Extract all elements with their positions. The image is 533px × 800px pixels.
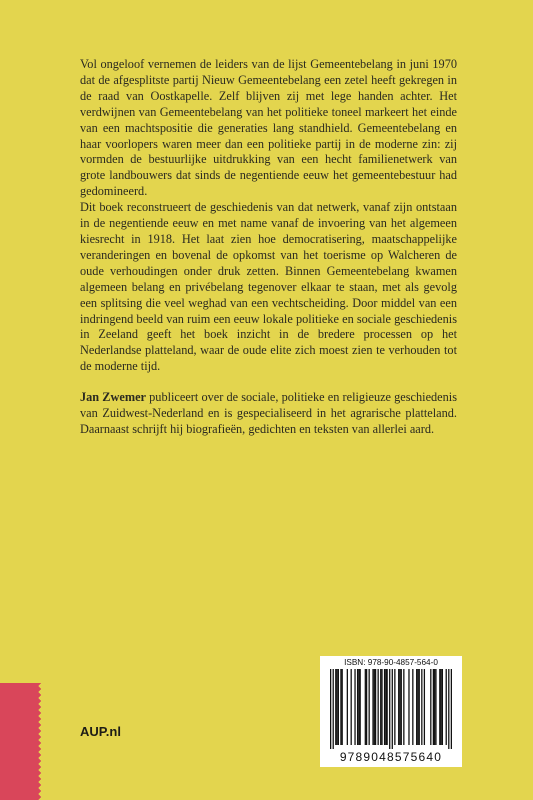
barcode-bar [389,669,390,749]
barcode-bar [416,669,417,745]
publisher-tab-decoration [0,683,36,800]
isbn-barcode [320,656,462,767]
barcode-bar [430,669,431,745]
barcode-bar [347,669,348,745]
author-paragraph [80,390,457,438]
barcode-bar [366,669,367,745]
barcode-bar [433,669,434,745]
barcode-bar [340,669,341,745]
barcode-bar [451,669,452,749]
barcode-bar [401,669,402,745]
barcode-bar [435,669,436,745]
barcode-bar [442,669,443,745]
barcode-bar [342,669,343,745]
barcode-bar [351,669,352,745]
barcode-bar [369,669,370,745]
barcode-bar [417,669,418,745]
barcode-bar [335,669,336,745]
barcode-bar [380,669,381,745]
barcode-bar [375,669,376,745]
barcode-bar [333,669,334,749]
blurb-paragraph-1: Vol ongeloof vernemen de leiders van de lijst Gemeentebelang in juni 1970 dat de afgesplitste partij Nieuw Gemeentebelang een zetel heeft gekregen in de raad van Oostkapelle. Zelf blijven zij met lege handen achter. Het verdwijnen van Gemeentebelang van het politieke toneel markeert het einde van een machtspositie die generaties lang standhield. Gemeentebelang en haar voorlopers waren meer dan een politieke partij in de moderne zin: zij vormden de bestuurlijke uitdrukking van een hecht familienetwerk van grote landbouwers dat sinds de negentiende eeuw het gemeentebestuur had gedomineerd. [80,57,457,199]
barcode-bar [408,669,409,745]
barcode-bar [372,669,373,745]
barcode-bar [398,669,399,745]
barcode-digits: 9789048575640 [339,750,443,764]
barcode-bar [419,669,420,745]
barcode-bar [446,669,447,745]
back-cover-blurb [80,57,457,438]
barcode-bar [358,669,359,745]
barcode-bar [338,669,339,745]
barcode-bar [387,669,388,745]
barcode-bar [424,669,425,745]
barcode-bar [434,669,435,745]
author-name: Jan Zwemer [80,390,146,405]
barcode-bar [330,669,331,749]
barcode-bar [381,669,382,745]
barcode-bar [374,669,375,745]
author-bio: publiceert over de sociale, politieke en religieuze geschiedenis van Zuidwest-Nederland en is gespecialiseerd in het agrarische platteland. Daarnaast schrijft hij biografieën, gedichten en teksten van allerlei aard. [80,390,457,436]
blurb-paragraph-2: Dit boek reconstrueert de geschiedenis van dat netwerk, vanaf zijn ontstaan in de negentiende eeuw en met name vanaf de invoering van het algemeen kiesrecht in 1918. Het laat zien hoe democratisering, maatschappelijke veranderingen en bovenal de opkomst van het toerisme op Walcheren de oude verhoudingen onder druk zetten. Binnen Gemeentebelang kwamen algemeen belang en privébelang tegenover elkaar te staan, met als gevolg een splitsing die veel weghad van een vechtscheiding. Door middel van een indringend beeld van ruim een eeuw lokale politieke en sociale geschiedenis in Zeeland geeft het boek inzicht in de bredere processen op het Nederlandse platteland, waar de oude elite zich moest zien te verhouden tot de moderne tijd. [80,200,457,374]
barcode-bar [439,669,440,745]
barcode-bar [336,669,337,745]
barcode-bar [354,669,355,745]
barcode-bar [385,669,386,745]
barcode-bar [357,669,358,745]
barcode-bar [392,669,393,749]
barcode-bar [394,669,395,745]
barcode-bar [440,669,441,745]
barcode-bars [330,669,452,749]
barcode-bar [378,669,379,745]
barcode-bar [365,669,366,745]
barcode-bar [412,669,413,745]
barcode-bar [399,669,400,745]
barcode-bar [448,669,449,749]
publisher-tab-edge [36,683,41,800]
barcode-bar [360,669,361,745]
barcode-bar [403,669,404,745]
isbn-label: ISBN: 978-90-4857-564-0 [344,658,438,667]
publisher-url: AUP.nl [80,724,121,739]
barcode-bar [421,669,422,745]
barcode-bar [384,669,385,745]
